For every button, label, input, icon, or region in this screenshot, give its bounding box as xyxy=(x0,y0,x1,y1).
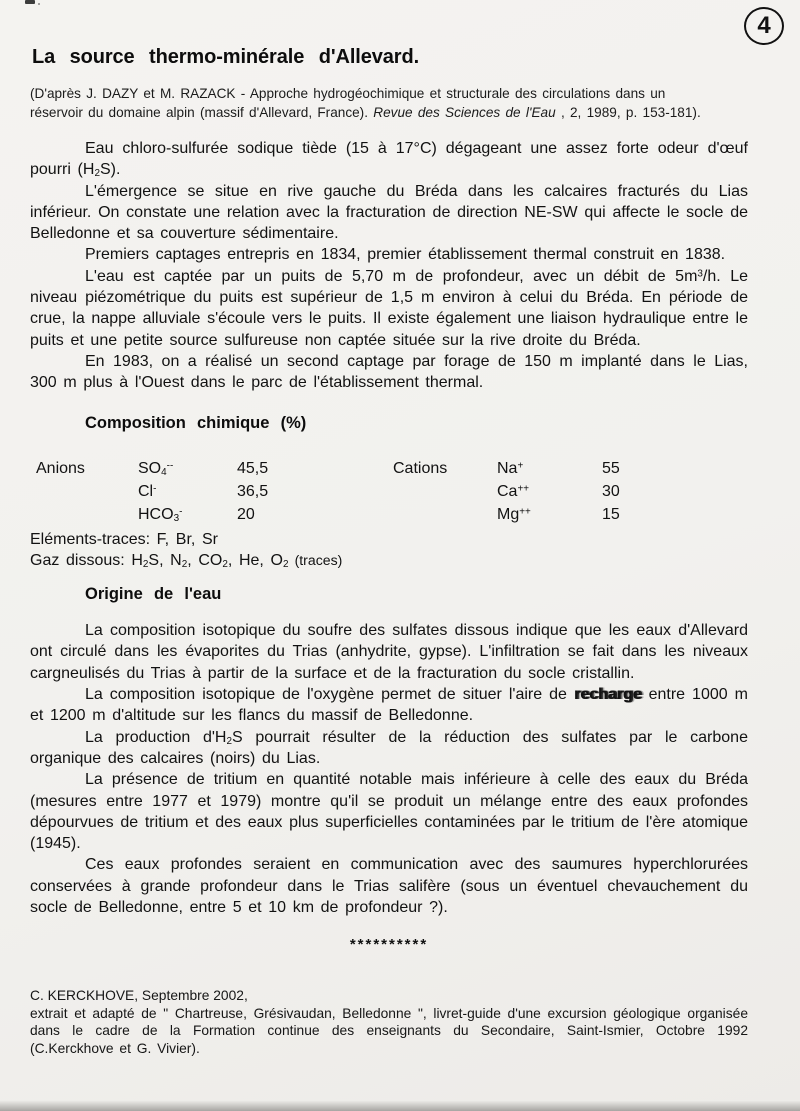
cation-value: 15 xyxy=(602,505,620,523)
paragraph: La composition isotopique du soufre des sulfates dissous indique que les eaux d'Allevard ont circulé dans les évaporites du Trias (anhydrite, gypse). L'infiltration se fait dans les niveaux cargneulisés du Trias à partir de la surface et de la fracturation du socle cristallin. xyxy=(30,622,748,682)
spacer xyxy=(36,480,138,503)
paragraph: La présence de tritium en quantité notable mais inférieure à celle des eaux du Bréda (mesures entre 1977 et 1979) montre qu'il se produit un mélange entre des eaux profondes dépourvues de tritium et des eaux plus superficielles contaminées par le tritium de l'ère atomique (1945). xyxy=(30,771,748,853)
page-title: La source thermo-minérale d'Allevard. xyxy=(32,46,420,68)
anion-species: Cl- xyxy=(138,482,157,500)
anion-value: 20 xyxy=(237,505,255,523)
asterisk-separator: ********** xyxy=(349,936,429,954)
cation-species: Na+ xyxy=(497,459,524,477)
trace-elements-section xyxy=(30,529,748,572)
citation xyxy=(30,84,748,122)
origin-section xyxy=(30,620,748,918)
scan-artifact-dash xyxy=(25,0,35,4)
body-section xyxy=(30,138,748,394)
citation-line-2: réservoir du domaine alpin (massif d'Allevard, France). Revue des Sciences de l'Eau , 2, 1989, p. 153-181). xyxy=(30,105,701,120)
paragraph: L'eau est captée par un puits de 5,70 m de profondeur, avec un débit de $5m^3/h$. Le niveau piézométrique du puits est supérieur de 1,5 m environ à celui du Bréda. En période de crue, la nappe alluviale s'écoule vers le puits. Il existe également une liaison hydraulique entre le puits et une petite source sulfureuse non captée située sur la rive droite du Bréda. xyxy=(30,267,748,349)
cation-value: 55 xyxy=(602,459,620,477)
page-number: 4 xyxy=(757,12,771,39)
origin-heading: Origine de l'eau xyxy=(85,585,222,604)
page-number-badge xyxy=(744,7,784,45)
paragraph: Premiers captages entrepris en 1834, premier établissement thermal construit en 1838. xyxy=(85,246,726,264)
composition-table xyxy=(36,457,748,526)
cation-value: 30 xyxy=(602,482,620,500)
spacer xyxy=(393,480,497,503)
footer-source-text: extrait et adapté de " Chartreuse, Grésivaudan, Belledonne ", livret-guide d'une excursion géologique organisée dans le cadre de la Formation continue des enseignants du Secondaire, Saint-Ismier, Octobre 1992 (C.Kerckhove et G. Vivier). xyxy=(30,1005,748,1056)
scan-artifact-speck xyxy=(38,3,40,5)
spacer xyxy=(393,503,497,526)
citation-line-1: (D'après J. DAZY et M. RAZACK - Approche hydrogéochimique et structurale des circulations dans un xyxy=(30,86,666,101)
paragraph: Ces eaux profondes seraient en communication avec des saumures hyperchlorurées conservées à grande profondeur dans le Trias salifère (sous un éventuel chevauchement du socle de Belledonne, entre 5 et 10 km de profondeur ?). xyxy=(30,856,748,917)
paragraph: La production $d'H_2S$ pourrait résulter de la réduction des sulfates par le carbone organique des calcaires (noirs) du Lias. xyxy=(30,728,748,767)
paragraph: Eau chloro-sulfurée sodique tiède (15 à 17°C) dégageant une assez forte odeur d'œuf pourri $(H_2S)$. xyxy=(30,140,748,180)
anions-label: Anions xyxy=(36,459,85,477)
spacer xyxy=(36,503,138,526)
trace-elements-line: Eléments-traces: F, Br, Sr xyxy=(30,530,218,548)
paragraph: L'émergence se situe en rive gauche du Bréda dans les calcaires fracturés du Lias inférieur. On constate une relation avec la fracturation de direction NE-SW qui affecte le socle de Belledonne et sa couverture sédimentaire. xyxy=(30,182,748,243)
cation-species: Mg++ xyxy=(497,505,531,523)
anion-species: $SO_4^{--}$ xyxy=(138,459,174,478)
paragraph: La composition isotopique de l'oxygène permet de situer l'aire de recharge entre 1000 m et 1200 m d'altitude sur les flancs du massif de Belledonne. xyxy=(30,686,748,725)
anion-species: $HCO_3^-$ xyxy=(138,505,183,524)
footer-credit xyxy=(30,987,748,1057)
composition-heading: Composition chimique (%) xyxy=(85,413,307,432)
cation-species: Ca++ xyxy=(497,482,530,500)
anion-value: 36,5 xyxy=(237,482,269,500)
anion-value: 45,5 xyxy=(237,459,269,477)
footer-author-line: C. KERCKHOVE, Septembre 2002, xyxy=(30,988,248,1004)
paragraph: En 1983, on a réalisé un second captage par forage de 150 m implanté dans le Lias, 300 m plus à l'Ouest dans le parc de l'établissement thermal. xyxy=(30,352,748,392)
dissolved-gases-line: Gaz dissous: $H_2S$, $N_2$, $CO_2$, He, $O_2$ (traces) xyxy=(30,551,343,571)
scan-edge-shadow xyxy=(0,1100,800,1111)
cations-label: Cations xyxy=(393,459,448,477)
